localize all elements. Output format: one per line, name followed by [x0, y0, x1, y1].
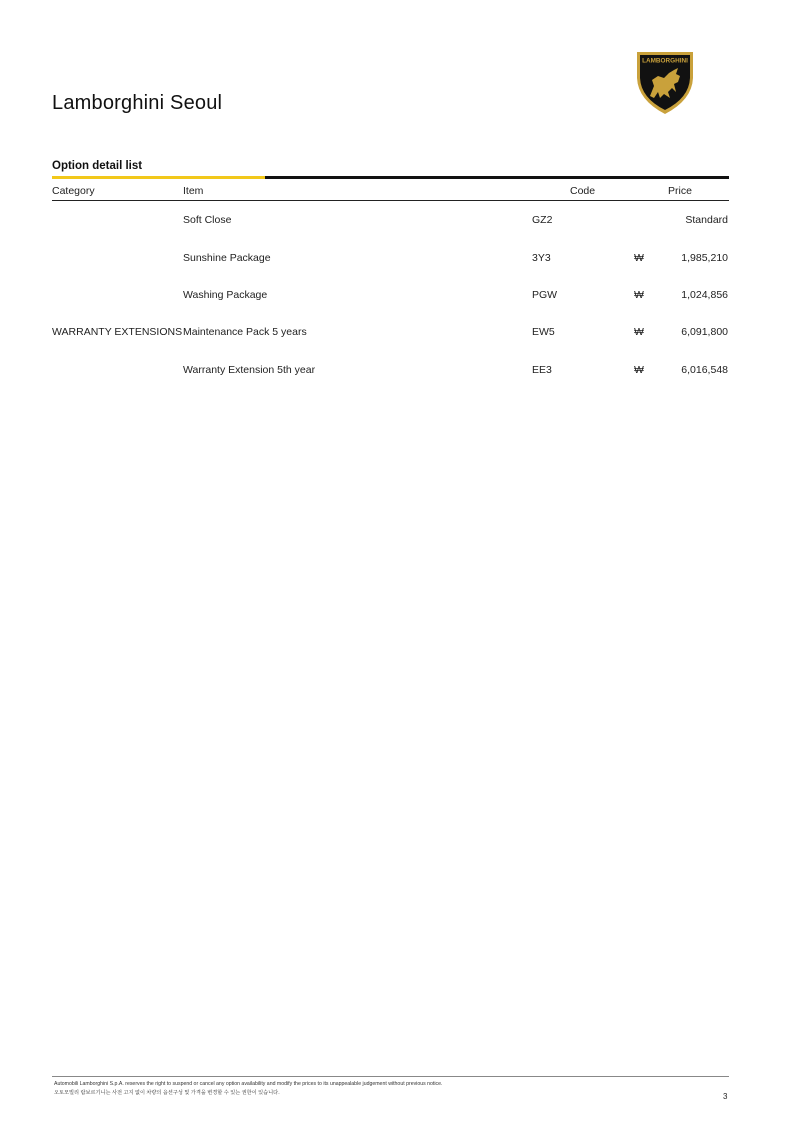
- page-number: 3: [723, 1092, 728, 1101]
- row-code: EW5: [532, 326, 555, 338]
- row-currency: ₩: [634, 289, 644, 301]
- row-price: 6,091,800: [681, 326, 728, 338]
- row-item: Soft Close: [183, 214, 232, 226]
- row-code: 3Y3: [532, 252, 551, 264]
- row-code: PGW: [532, 289, 558, 301]
- logo-wordmark: LAMBORGHINI: [642, 57, 688, 65]
- row-currency: ₩: [634, 326, 644, 338]
- lamborghini-shield-logo: [634, 48, 696, 116]
- section-title: Option detail list: [52, 160, 143, 172]
- column-header-code: Code: [570, 185, 596, 197]
- footer-divider: [52, 1076, 729, 1077]
- row-code: GZ2: [532, 214, 553, 226]
- row-price: Standard: [685, 214, 728, 226]
- page-title: Lamborghini Seoul: [52, 92, 223, 114]
- table-row: [0, 289, 793, 305]
- row-item: Warranty Extension 5th year: [183, 364, 316, 376]
- row-price: 1,024,856: [681, 289, 728, 301]
- row-category: WARRANTY EXTENSIONS: [52, 326, 183, 338]
- section-rule: [265, 176, 729, 179]
- row-currency: ₩: [634, 252, 644, 264]
- footer-disclaimer-korean: 오토모빌리 람보르기니는 사전 고지 없이 차량의 옵션구성 및 가격을 변경할 수 있는 권한이 있습니다.: [54, 1090, 280, 1096]
- row-currency: ₩: [634, 364, 644, 376]
- row-price: 6,016,548: [681, 364, 728, 376]
- column-header-category: Category: [52, 185, 95, 197]
- table-row: [0, 214, 793, 230]
- row-item: Sunshine Package: [183, 252, 271, 264]
- column-header-price: Price: [668, 185, 692, 197]
- table-row: [0, 326, 793, 342]
- row-item: Maintenance Pack 5 years: [183, 326, 307, 338]
- section-accent-bar: [52, 176, 265, 179]
- header-divider: [52, 200, 729, 201]
- row-price: 1,985,210: [681, 252, 728, 264]
- footer-disclaimer-english: Automobili Lamborghini S.p.A. reserves the right to suspend or cancel any option availability and modify the prices to its unappealable judgement without previous notice.: [54, 1081, 443, 1087]
- row-item: Washing Package: [183, 289, 268, 301]
- row-code: EE3: [532, 364, 552, 376]
- table-row: [0, 252, 793, 268]
- table-row: [0, 364, 793, 380]
- column-header-item: Item: [183, 185, 204, 197]
